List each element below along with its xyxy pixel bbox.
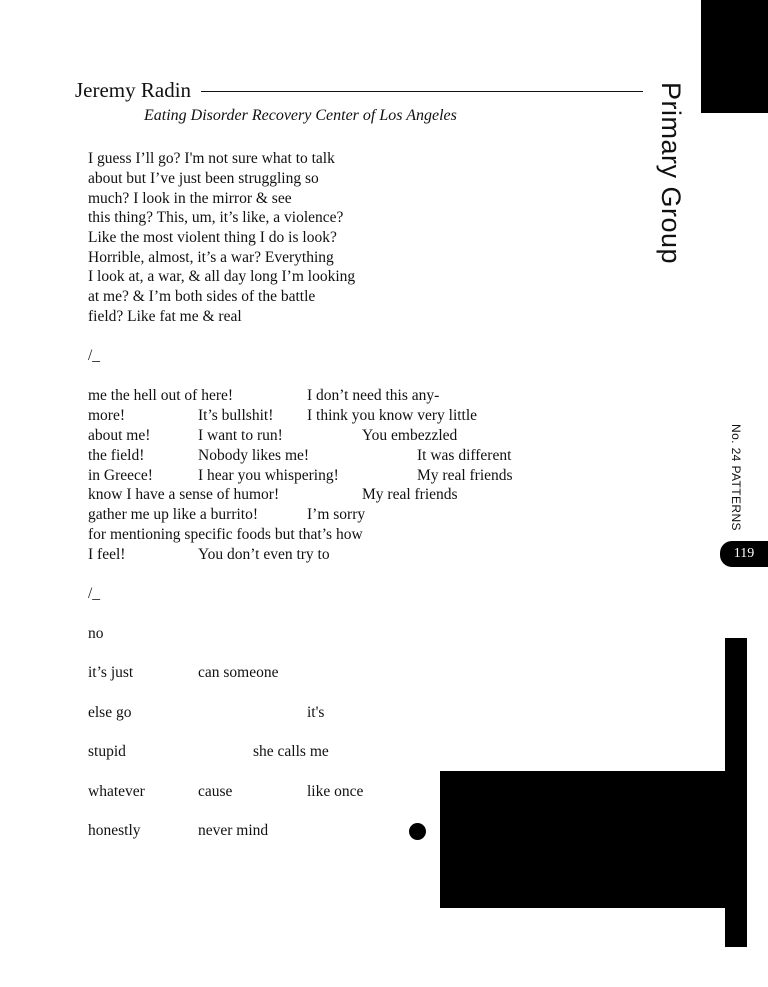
poem-word: stupid bbox=[88, 743, 126, 760]
bullet-dot bbox=[409, 823, 426, 840]
poem-line: I look at, a war, & all day long I’m looking bbox=[88, 268, 356, 285]
poem-word: never mind bbox=[198, 822, 269, 839]
section-divider: /_ bbox=[88, 347, 101, 364]
poem-fragment: more! bbox=[88, 407, 126, 424]
poem-fragment: I feel! bbox=[88, 546, 126, 563]
poem-word: it’s just bbox=[88, 664, 134, 681]
poem-fragment: I think you know very little bbox=[307, 407, 478, 424]
poem-line: I guess I’ll go? I'm not sure what to talk bbox=[88, 150, 335, 167]
poem-fragment: I’m sorry bbox=[307, 506, 366, 523]
poem-fragment: for mentioning specific foods but that’s how bbox=[88, 526, 363, 543]
poem-word: honestly bbox=[88, 822, 141, 839]
poem-fragment: It was different bbox=[417, 447, 512, 464]
poem-fragment: gather me up like a burrito! bbox=[88, 506, 259, 523]
poem-word: else go bbox=[88, 704, 132, 721]
poem-line: at me? & I’m both sides of the battle bbox=[88, 288, 316, 305]
poem-word: whatever bbox=[88, 783, 145, 800]
poem-fragment: I want to run! bbox=[198, 427, 283, 444]
poem-fragment: Nobody likes me! bbox=[198, 447, 310, 464]
poem-fragment: me the hell out of here! bbox=[88, 387, 234, 404]
author-name: Jeremy Radin bbox=[75, 78, 192, 102]
poem-line: about but I’ve just been struggling so bbox=[88, 170, 319, 187]
poem-word: can someone bbox=[198, 664, 279, 681]
section-title: Primary Group bbox=[656, 82, 686, 265]
poem-fragment: It’s bullshit! bbox=[198, 407, 274, 424]
header-rule bbox=[201, 91, 643, 92]
poem-word: no bbox=[88, 625, 104, 642]
poem-line: this thing? This, um, it’s like, a violence? bbox=[88, 209, 344, 226]
poem-word: she calls me bbox=[253, 743, 329, 760]
poem-fragment: the field! bbox=[88, 447, 145, 464]
poem-fragment: My real friends bbox=[417, 467, 513, 484]
poem-fragment: I hear you whispering! bbox=[198, 467, 339, 484]
poem-word: it's bbox=[307, 704, 325, 721]
corner-block-top-right bbox=[701, 0, 768, 113]
issue-label: No. 24 PATTERNS bbox=[729, 424, 743, 531]
poem-fragment: You embezzled bbox=[362, 427, 458, 444]
poem-line: much? I look in the mirror & see bbox=[88, 190, 292, 207]
poem-fragment: My real friends bbox=[362, 486, 458, 503]
poem-fragment: about me! bbox=[88, 427, 151, 444]
poem-fragment: in Greece! bbox=[88, 467, 153, 484]
poem-title: Eating Disorder Recovery Center of Los Angeles bbox=[144, 107, 457, 124]
poem-word: like once bbox=[307, 783, 364, 800]
poem-fragment: I don’t need this any- bbox=[307, 387, 440, 404]
large-block-bottom bbox=[440, 771, 747, 908]
poem-fragment: know I have a sense of humor! bbox=[88, 486, 280, 503]
page-number: 119 bbox=[720, 541, 768, 567]
poem-word: cause bbox=[198, 783, 233, 800]
poem-fragment: You don’t even try to bbox=[198, 546, 330, 563]
section-divider: /_ bbox=[88, 585, 101, 602]
poem-line: field? Like fat me & real bbox=[88, 308, 242, 325]
poem-line: Horrible, almost, it’s a war? Everything bbox=[88, 249, 334, 266]
poem-line: Like the most violent thing I do is look? bbox=[88, 229, 337, 246]
